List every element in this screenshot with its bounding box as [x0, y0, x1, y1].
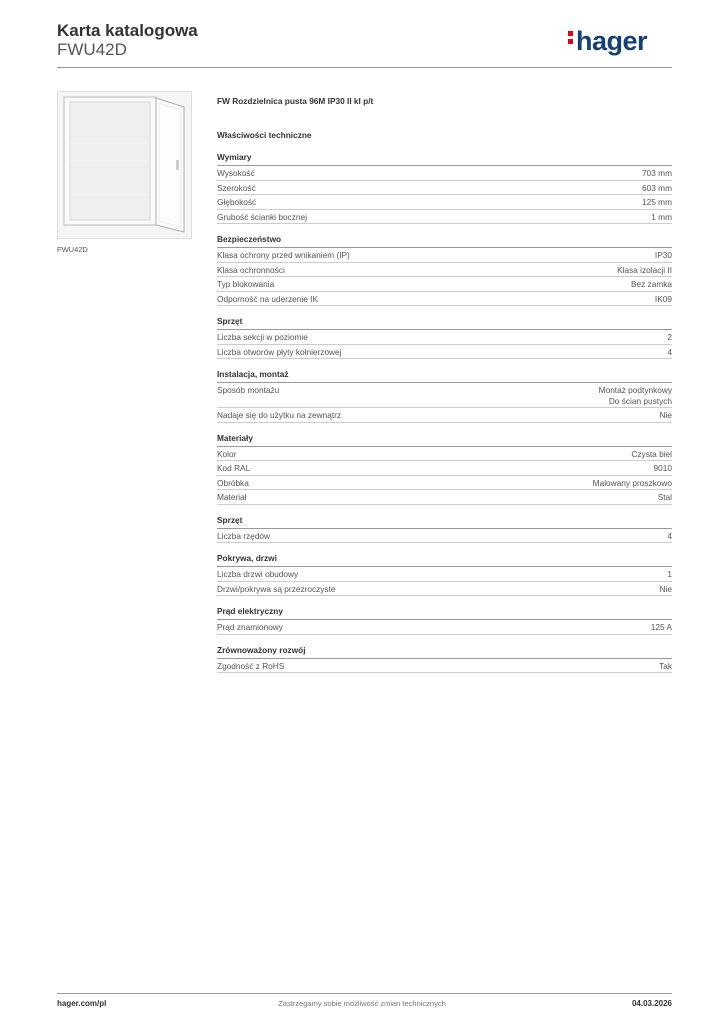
product-image — [57, 91, 192, 239]
product-title: FW Rozdzielnica pusta 96M IP30 II kl p/t — [217, 96, 374, 106]
technical-properties-heading: Właściwości techniczne — [217, 130, 312, 140]
section-title: Zrównoważony rozwój — [217, 645, 672, 659]
spec-value: IK09 — [654, 293, 672, 304]
spec-label: Typ blokowania — [217, 279, 275, 289]
spec-panel — [217, 96, 672, 673]
spec-row — [217, 383, 672, 408]
spec-label: Wysokość — [217, 168, 255, 178]
product-image-label: FWU42D — [57, 245, 88, 254]
spec-row — [217, 263, 672, 278]
spec-value: 125 mm — [642, 197, 672, 207]
spec-label: Drzwi/pokrywa są przezroczyste — [217, 583, 336, 594]
spec-value: Bez zamka — [630, 279, 672, 289]
section-hardware-rows — [217, 515, 672, 544]
section-title: Materiały — [217, 433, 672, 447]
spec-label: Sposób montażu — [217, 385, 280, 395]
spec-label: Liczba drzwi obudowy — [217, 569, 299, 579]
spec-row — [217, 659, 672, 674]
section-sustainability — [217, 645, 672, 674]
section-electrical — [217, 606, 672, 635]
spec-value: Nie — [659, 583, 672, 594]
spec-value: Klasa izolacji II — [617, 264, 672, 275]
spec-row — [217, 292, 672, 307]
spec-label: Klasa ochrony przed wnikaniem (IP) — [217, 250, 350, 260]
spec-value: Stal — [657, 492, 672, 502]
footer-date: 04.03.2026 — [631, 999, 672, 1008]
spec-row — [217, 582, 672, 597]
spec-row — [217, 476, 672, 491]
spec-row — [217, 210, 672, 225]
spec-label: Klasa ochronności — [217, 264, 285, 275]
footer-divider — [57, 993, 672, 994]
spec-row — [217, 345, 672, 360]
spec-row — [217, 195, 672, 210]
section-title: Prąd elektryczny — [217, 606, 672, 620]
page-title: Karta katalogowa — [57, 21, 198, 40]
section-title: Sprzęt — [217, 515, 672, 529]
spec-value: Tak — [659, 660, 672, 671]
spec-value: Czysta biel — [631, 448, 672, 459]
spec-row — [217, 461, 672, 476]
spec-value: Malowany proszkowo — [592, 477, 672, 488]
footer-disclaimer: Zastrzegamy sobie możliwość zmian technicznych — [278, 999, 446, 1008]
spec-row — [217, 330, 672, 345]
spec-row — [217, 181, 672, 196]
spec-label: Obróbka — [217, 477, 249, 488]
spec-label: Liczba sekcji w poziomie — [217, 332, 308, 342]
spec-value: 703 mm — [642, 168, 672, 178]
spec-row — [217, 447, 672, 462]
section-cover-door — [217, 553, 672, 596]
spec-value: Montaż podtynkowy — [598, 385, 672, 395]
spec-label: Nadaje się do użytku na zewnątrz — [217, 410, 342, 420]
section-materials — [217, 433, 672, 505]
spec-value: IP30 — [654, 250, 672, 260]
spec-label: Głębokość — [217, 197, 257, 207]
spec-label: Szerokość — [217, 182, 256, 193]
spec-value: Nie — [659, 410, 672, 420]
logo-colon-icon — [568, 28, 574, 47]
section-title: Bezpieczeństwo — [217, 234, 672, 248]
spec-row — [217, 166, 672, 181]
section-dimensions — [217, 152, 672, 224]
spec-label: Prąd znamionowy — [217, 622, 283, 632]
spec-row — [217, 408, 672, 423]
spec-label: Materiał — [217, 492, 247, 502]
section-safety — [217, 234, 672, 306]
spec-row — [217, 620, 672, 635]
product-code-title: FWU42D — [57, 40, 127, 59]
spec-value: 1 — [667, 569, 672, 579]
spec-row — [217, 248, 672, 263]
section-installation — [217, 369, 672, 423]
spec-value: 603 mm — [642, 182, 672, 193]
section-title: Instalacja, montaż — [217, 369, 672, 383]
spec-label: Odporność na uderzenie IK — [217, 293, 319, 304]
logo-text: hager — [576, 26, 648, 56]
spec-value: 4 — [667, 530, 672, 541]
section-title: Wymiary — [217, 152, 672, 166]
spec-label: Zgodność z RoHS — [217, 660, 285, 671]
spec-label: Liczba otworów płyty kołnierzowej — [217, 346, 342, 357]
spec-label: Grubość ścianki bocznej — [217, 211, 307, 222]
spec-value: 9010 — [653, 463, 672, 473]
spec-row — [217, 490, 672, 505]
hager-logo — [568, 26, 647, 57]
spec-row — [217, 567, 672, 582]
section-title: Sprzęt — [217, 316, 672, 330]
spec-value-secondary: Do ścian pustych — [608, 396, 672, 406]
enclosure-icon — [58, 92, 191, 238]
spec-label: Liczba rzędów — [217, 530, 271, 541]
spec-value: 4 — [667, 346, 672, 357]
spec-row — [217, 529, 672, 544]
spec-row — [217, 277, 672, 292]
spec-label: Kod RAL — [217, 463, 251, 473]
section-title: Pokrywa, drzwi — [217, 553, 672, 567]
spec-value: 1 mm — [651, 211, 672, 222]
spec-label: Kolor — [217, 448, 237, 459]
section-hardware — [217, 316, 672, 359]
footer-website-link[interactable]: hager.com/pl — [57, 999, 107, 1008]
header-divider — [57, 67, 672, 68]
spec-value: 125 A — [650, 622, 672, 632]
spec-value: 2 — [667, 332, 672, 342]
